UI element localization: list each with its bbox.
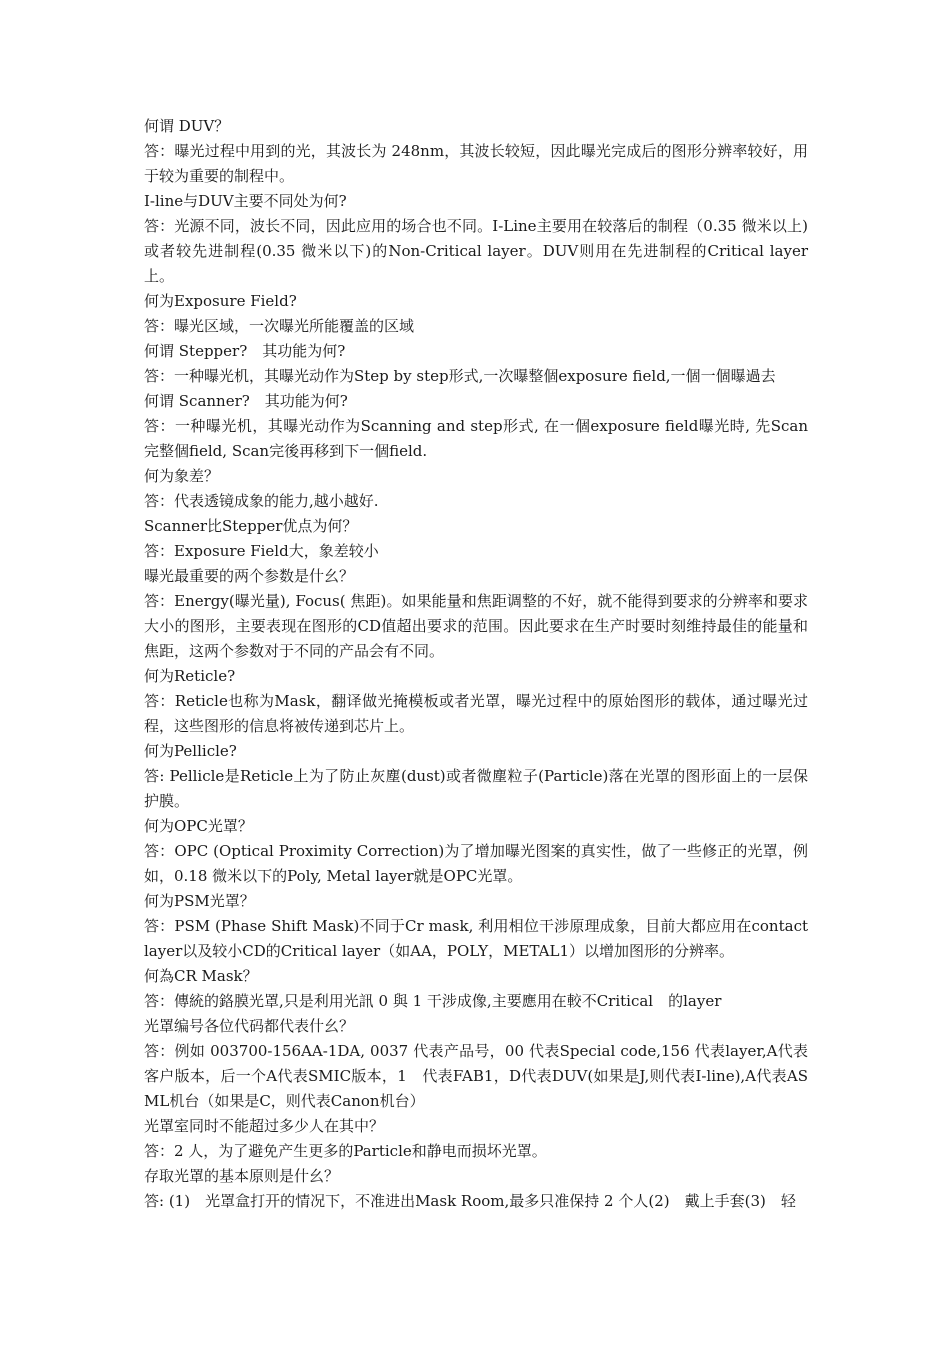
question-paragraph: 何为Reticle? [144,667,236,685]
question-paragraph: 存取光罩的基本原则是什幺？ [144,1167,340,1185]
question-paragraph: 何为象差？ [144,467,220,485]
question-paragraph: 光罩编号各位代码都代表什幺？ [144,1017,355,1035]
answer-paragraph: 答：一种曝光机，其曝光动作为Scanning and step形式, 在一個exposure field曝光時, 先Scan完整個field, Scan完後再移到下一個field. [144,417,808,460]
answer-paragraph: 答：傳統的鉻膜光罩,只是利用光訊 0 與 1 干涉成像,主要應用在較不Critical 的layer [144,992,722,1010]
answer-paragraph: 答：Energy(曝光量), Focus( 焦距)。如果能量和焦距调整的不好，就不能得到要求的分辨率和要求大小的图形，主要表现在图形的CD值超出要求的范围。因此要求在生产时要时刻维持最佳的能量和焦距，这两个参数对于不同的产品会有不同。 [144,592,808,660]
answer-paragraph: 答: Pellicle是Reticle上为了防止灰塵(dust)或者微塵粒子(Particle)落在光罩的图形面上的一层保护膜。 [144,767,808,810]
answer-paragraph: 答：例如 003700-156AA-1DA, 0037 代表产品号，00 代表Special code,156 代表layer,A代表客户版本，后一个A代表SMIC版本，1 代表FAB1，D代表DUV(如果是J,则代表I-line),A代表ASML机台（如果是C，则代表Canon机台） [144,1042,808,1110]
answer-paragraph: 答：PSM (Phase Shift Mask)不同于Cr mask, 利用相位干涉原理成象，目前大都应用在contact layer以及较小CD的Critical layer（如AA，POLY，METAL1）以增加图形的分辨率。 [144,917,808,960]
answer-paragraph: 答：2 人，为了避免产生更多的Particle和静电而损坏光罩。 [144,1142,547,1160]
question-paragraph: 何为PSM光罩？ [144,892,255,910]
answer-paragraph: 答：Reticle也称为Mask，翻译做光掩模板或者光罩，曝光过程中的原始图形的载体，通过曝光过程，这些图形的信息将被传递到芯片上。 [144,692,808,735]
question-paragraph: 何为Pellicle? [144,742,237,760]
question-paragraph: 何谓 Stepper? 其功能为何? [144,342,346,360]
answer-paragraph: 答：曝光过程中用到的光，其波长为 248nm，其波长较短，因此曝光完成后的图形分辨率较好，用于较为重要的制程中。 [144,142,808,185]
question-paragraph: 何谓 Scanner? 其功能为何? [144,392,348,410]
answer-paragraph: 答：OPC (Optical Proximity Correction)为了增加曝光图案的真实性，做了一些修正的光罩，例如，0.18 微米以下的Poly, Metal layer就是OPC光罩。 [144,842,808,885]
answer-paragraph: 答：Exposure Field大，象差较小 [144,542,379,560]
document-page [144,114,808,1214]
question-paragraph: 何為CR Mask？ [144,967,258,985]
answer-paragraph: 答：曝光区域，一次曝光所能覆盖的区域 [144,317,415,335]
question-paragraph: 光罩室同时不能超过多少人在其中？ [144,1117,385,1135]
question-paragraph: 何谓 DUV？ [144,117,230,135]
question-paragraph: 何为Exposure Field? [144,292,297,310]
question-paragraph: 曝光最重要的两个参数是什幺？ [144,567,355,585]
question-paragraph: 何为OPC光罩？ [144,817,253,835]
question-paragraph: Scanner比Stepper优点为何？ [144,517,358,535]
answer-paragraph: 答：光源不同，波长不同，因此应用的场合也不同。I-Line主要用在较落后的制程（0.35 微米以上)或者较先进制程(0.35 微米以下)的Non-Critical layer。DUV则用在先进制程的Critical layer上。 [144,217,808,285]
answer-paragraph: 答: (1) 光罩盒打开的情况下，不准进出Mask Room,最多只准保持 2 个人(2) 戴上手套(3) 轻 [144,1192,796,1210]
answer-paragraph: 答：一种曝光机，其曝光动作为Step by step形式,一次曝整個exposure field,一個一個曝過去 [144,367,776,385]
answer-paragraph: 答：代表透镜成象的能力,越小越好. [144,492,379,510]
question-paragraph: I-line与DUV主要不同处为何? [144,192,347,210]
